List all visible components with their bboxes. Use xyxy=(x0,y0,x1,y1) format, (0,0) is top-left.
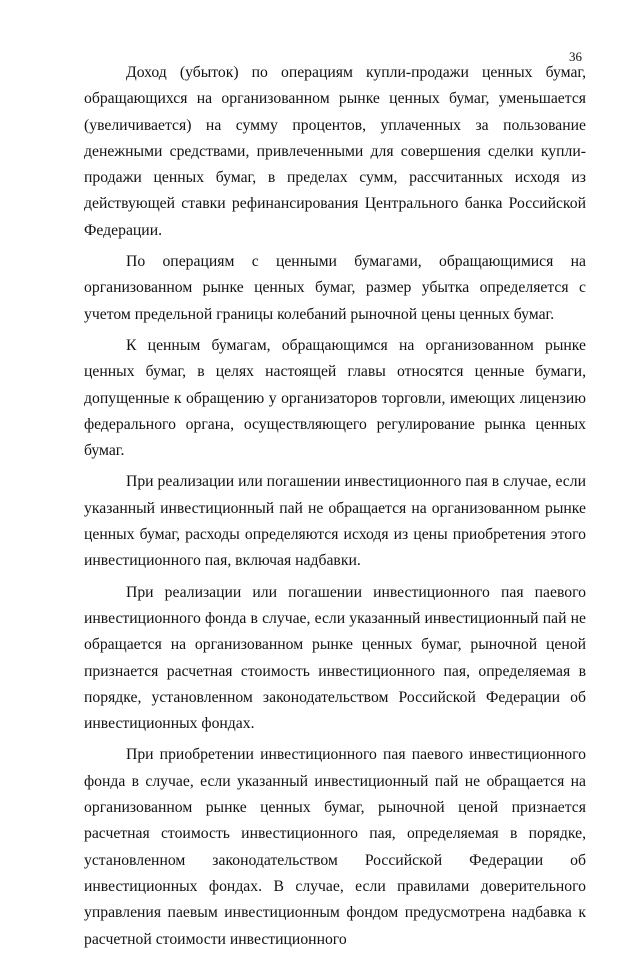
paragraph-6: При приобретении инвестиционного пая паевого инвестиционного фонда в случае, если указанный инвестиционный пай не обращается на организованном рынке ценных бумаг, рыночной ценой признается расчетная стоимость инвестиционного пая, определяемая в порядке, установленном законодательством Российской Федерации об инвестиционных фондах. В случае, если правилами доверительного управления паевым инвестиционным фондом предусмотрена надбавка к расчетной стоимости инвестиционного xyxy=(84,746,586,948)
paragraph-1: Доход (убыток) по операциям купли-продажи ценных бумаг, обращающихся на организованном рынке ценных бумаг, уменьшается (увеличивается) на сумму процентов, уплаченных за пользование денежными средствами, привлеченными для совершения сделки купли-продажи ценных бумаг, в пределах сумм, рассчитанных исходя из действующей ставки рефинансирования Центрального банка Российской Федерации. xyxy=(84,64,586,239)
document-body xyxy=(84,60,586,958)
paragraph-5: При реализации или погашении инвестиционного пая паевого инвестиционного фонда в случае, если указанный инвестиционный пай не обращается на организованном рынке ценных бумаг, рыночной ценой признается расчетная стоимость инвестиционного пая, определяемая в порядке, установленном законодательством Российской Федерации об инвестиционных фондах. xyxy=(84,583,586,733)
paragraph-4: При реализации или погашении инвестиционного пая в случае, если указанный инвестиционный пай не обращается на организованном рынке ценных бумаг, расходы определяются исходя из цены приобретения этого инвестиционного пая, включая надбавки. xyxy=(84,473,586,570)
page-number: 36 xyxy=(569,49,582,64)
paragraph-2: По операциям с ценными бумагами, обращающимися на организованном рынке ценных бумаг, размер убытка определяется с учетом предельной границы колебаний рыночной цены ценных бумаг. xyxy=(84,253,586,323)
paragraph-3: К ценным бумагам, обращающимся на организованном рынке ценных бумаг, в целях настоящей главы относятся ценные бумаги, допущенные к обращению у организаторов торговли, имеющих лицензию федерального органа, осуществляющего регулирование рынка ценных бумаг. xyxy=(84,336,586,460)
